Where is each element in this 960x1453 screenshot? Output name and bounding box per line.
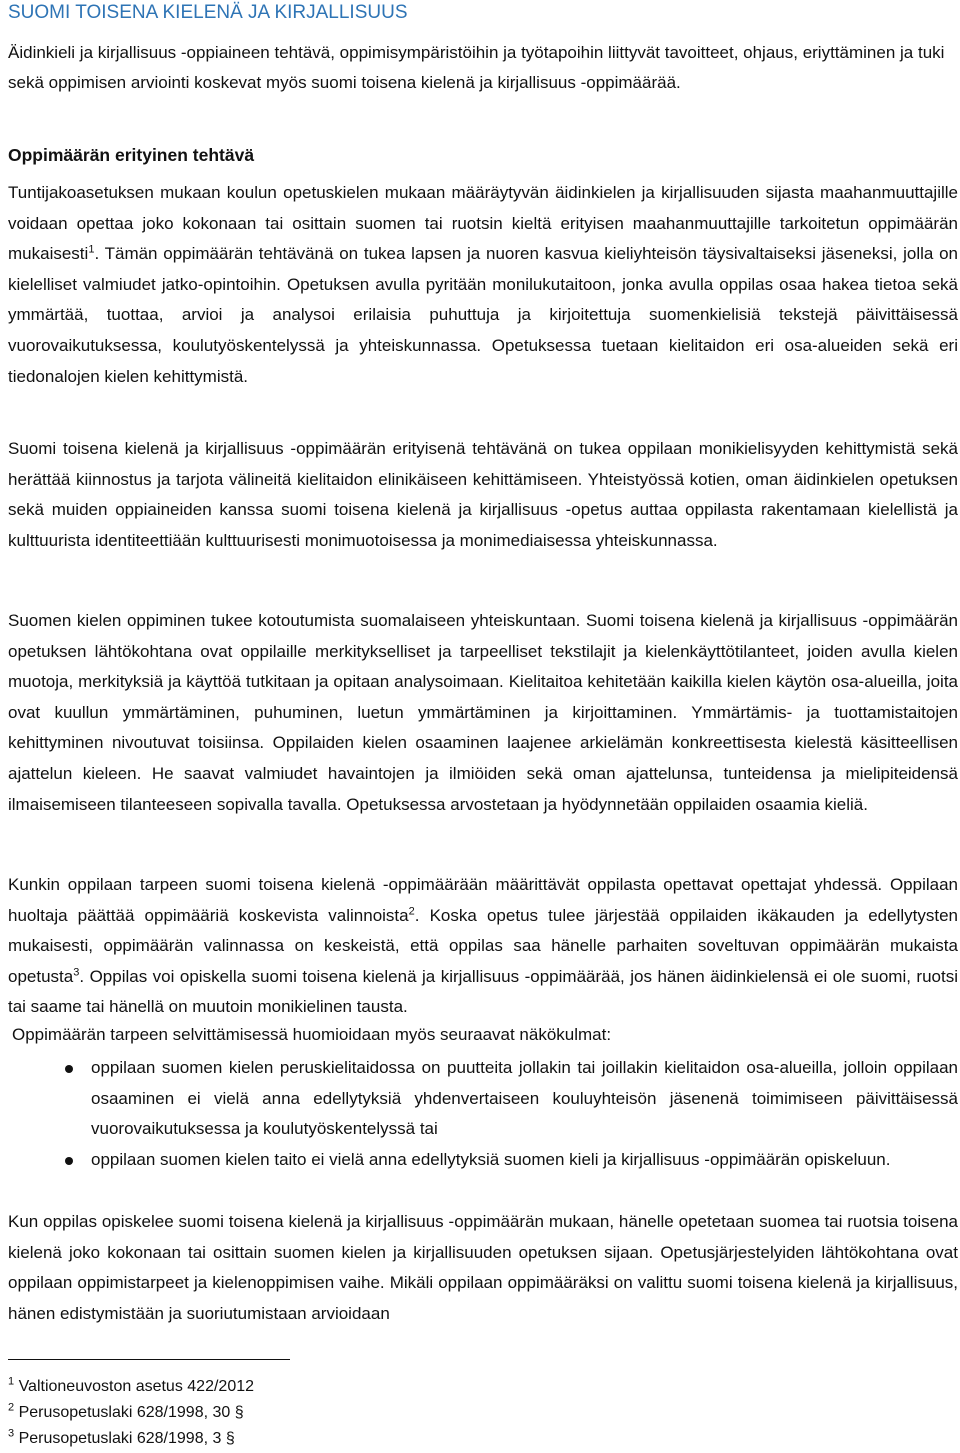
bullet-icon — [65, 1065, 73, 1073]
footnote-2 — [8, 1400, 254, 1426]
paragraph-4-text-a: Kunkin oppilaan tarpeen suomi toisena kielenä -oppimäärään määrittävät oppilasta opettavat opettajat yhdessä. Oppilaan huoltaja päättää oppimääriä koskevista valinnoista — [8, 875, 958, 925]
intro-paragraph: Äidinkieli ja kirjallisuus -oppiaineen tehtävä, oppimisympäristöihin ja työtapoihin liittyvät tavoitteet, ohjaus, eriyttäminen ja tuki sekä oppimisen arviointi koskevat myös suomi toisena kielenä ja kirjallisuus -oppimäärää. — [8, 43, 945, 92]
footnote-text: Perusopetuslaki 628/1998, 30 § — [14, 1404, 244, 1421]
footnote-number: 3 — [8, 1427, 15, 1440]
paragraph-5 — [8, 1207, 958, 1329]
paragraph-3-text: Suomen kielen oppiminen tukee kotoutumista suomalaiseen yhteiskuntaan. Suomi toisena kielenä ja kirjallisuus -oppimäärän opetuksen lähtökohtana ovat oppilaille merkitykselliset ja tarpeelliset tekstilajit ja kielenkäyttötilanteet, joiden avulla kielen muotoja, merkityksiä ja käyttöä tutkitaan ja opitaan analysoimaan. Kielitaitoa kehitetään kaikilla kielen käytön osa-alueilla, joita ovat kuullun ymmärtäminen, puhuminen, luetun ymmärtäminen ja kirjoittaminen. Ymmärtämis- ja tuottamistaitojen kehittyminen nivoutuvat toisiinsa. Oppilaiden kielen osaaminen laajenee arkielämän konkreettisesta kielestä käsitteellisen ajattelun kieleen. He saavat valmiudet havaintojen ja ilmiöiden sekä oman ajattelunsa, tunteidensa ja mielipiteidensä ilmaisemiseen tilanteeseen sopivalla tavalla. Opetuksessa arvostetaan ja hyödynnetään oppilaiden osaamia kieliä. — [8, 611, 958, 814]
criteria-intro: Oppimäärän tarpeen selvittämisessä huomioidaan myös seuraavat näkökulmat: — [12, 1025, 612, 1044]
footnote-ref-1: 1 — [88, 243, 95, 256]
footnote-ref-2: 2 — [408, 904, 415, 917]
footnote-number: 1 — [8, 1375, 15, 1388]
footnote-3 — [8, 1426, 254, 1452]
paragraph-5-text: Kun oppilas opiskelee suomi toisena kielenä ja kirjallisuus -oppimäärän mukaan, hänelle opetetaan suomea tai ruotsia toisena kielenä joko kokonaan tai osittain suomen kielen ja kirjallisuuden opetuksen sijaan. Opetusjärjestelyiden lähtökohtana ovat oppilaan oppimistarpeet ja kielenoppimisen vaihe. Mikäli oppilaan oppimääräksi on valittu suomi toisena kielenä ja kirjallisuus, hänen edistymistään ja suoriutumistaan arvioidaan — [8, 1212, 958, 1323]
footnote-number: 2 — [8, 1401, 15, 1414]
list-item — [8, 1145, 958, 1176]
footnote-text: Valtioneuvoston asetus 422/2012 — [14, 1378, 255, 1395]
criteria-list — [8, 1053, 958, 1175]
paragraph-2 — [8, 434, 958, 556]
list-item-text: oppilaan suomen kielen peruskielitaidossa on puutteita jollakin tai joillakin kielitaidon osa-alueilla, jolloin oppilaan osaaminen ei vielä anna edellytyksiä yhdenvertaiseen kouluyhteisön jäsenenä toimimiseen päivittäisessä vuorovaikutuksessa ja koulutyöskentelyssä tai — [91, 1058, 958, 1139]
list-item-text: oppilaan suomen kielen taito ei vielä anna edellytyksiä suomen kieli ja kirjallisuus -oppimäärän opiskeluun. — [91, 1149, 891, 1169]
footnote-text: Perusopetuslaki 628/1998, 3 § — [14, 1430, 235, 1447]
list-item — [8, 1053, 958, 1145]
paragraph-4 — [8, 870, 958, 1023]
footnote-ref-3: 3 — [73, 966, 80, 979]
paragraph-1-text-a: Tuntijakoasetuksen mukaan koulun opetuskielen mukaan määräytyvän äidinkielen ja kirjallisuuden sijasta maahanmuuttajille voidaan opettaa joko kokonaan tai osittain suomen tai ruotsin kieltä erityisen maahanmuuttajille tarkoitetun oppimäärän mukaisesti — [8, 183, 958, 264]
paragraph-1 — [8, 178, 958, 392]
footnote-divider — [8, 1359, 290, 1360]
subsection-heading: Oppimäärän erityinen tehtävä — [8, 145, 255, 165]
bullet-icon — [65, 1157, 73, 1165]
paragraph-2-text: Suomi toisena kielenä ja kirjallisuus -oppimäärän erityisenä tehtävänä on tukea oppilaan monikielisyyden kehittymistä sekä herättää kiinnostus ja tarjota välineitä kielitaidon elinikäiseen kehittämiseen. Yhteistyössä kotien, oman äidinkielen opetuksen sekä muiden oppiaineiden kanssa suomi toisena kielenä ja kirjallisuus -opetus auttaa oppilasta rakentamaan kielellistä ja kulttuurista identiteettiään kulttuurisesti monimuotoisessa ja monimediaisessa yhteiskunnassa. — [8, 439, 958, 550]
paragraph-3 — [8, 606, 958, 820]
paragraph-4-text-b: . Koska opetus tulee järjestää oppilaiden ikäkauden ja edellytysten mukaisesti, oppimäärän valinnassa on keskeistä, että oppilas saa hänelle parhaiten soveltuvan oppimäärän mukaista opetusta — [8, 905, 958, 986]
paragraph-1-text-b: . Tämän oppimäärän tehtävänä on tukea lapsen ja nuoren kasvua kieliyhteisön täysivaltaiseksi jäseneksi, jolla on kielelliset valmiudet jatko-opintoihin. Opetuksen avulla pyritään monilukutaitoon, jonka avulla oppilas osaa hakea tietoa sekä ymmärtää, tuottaa, arvioi ja analysoi erilaisia puhuttuja ja kirjoitettuja suomenkielisiä tekstejä päivittäisessä vuorovaikutuksessa, koulutyöskentelyssä ja yhteiskunnassa. Opetuksessa tuetaan kielitaidon eri osa-alueiden sekä eri tiedonalojen kielen kehittymistä. — [8, 244, 958, 386]
paragraph-4-text-c: . Oppilas voi opiskella suomi toisena kielenä ja kirjallisuus -oppimäärää, jos hänen äidinkielensä ei ole suomi, ruotsi tai saame tai hänellä on muutoin monikielinen tausta. — [8, 966, 958, 1017]
section-title: SUOMI TOISENA KIELENÄ JA KIRJALLISUUS — [8, 2, 408, 23]
footnote-1 — [8, 1374, 254, 1400]
footnotes — [8, 1374, 254, 1452]
